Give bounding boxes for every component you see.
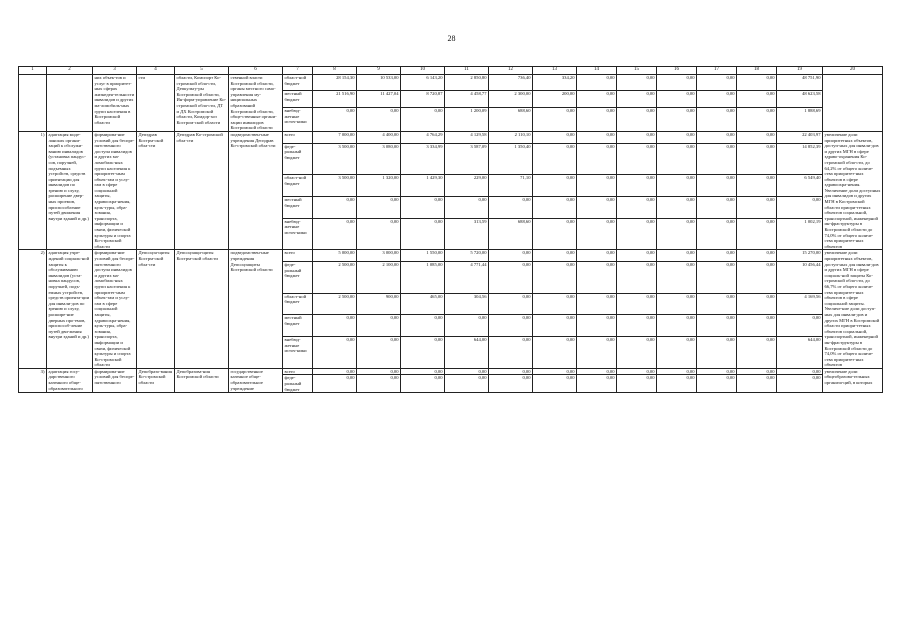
table-row <box>19 75 883 91</box>
amount-cell: 0,00 <box>533 131 577 143</box>
funding-source: всего <box>283 131 313 143</box>
amount-cell: 3 500,00 <box>313 175 357 197</box>
amount-cell: 0,00 <box>737 143 777 175</box>
amount-cell: 3 080,00 <box>357 143 401 175</box>
funding-source: внебюд-жетные источ-ники <box>283 107 313 131</box>
col-number: 15 <box>617 67 657 75</box>
amount-cell: 0,00 <box>533 315 577 337</box>
amount-cell: 0,00 <box>657 75 697 91</box>
amount-cell: 48 751,90 <box>777 75 823 91</box>
col-number: 3 <box>93 67 137 75</box>
amount-cell: 1 350,40 <box>489 143 533 175</box>
item-name: адаптация госу-дарственного казенного обще-образовательного <box>47 368 93 392</box>
amount-cell: 0,00 <box>697 197 737 219</box>
goal-cell: формирова-ние условий для беспре-пятственного доступа инвалидов и других ма-ломобиль-ных групп населения к приоритет-ным объек-там и услу-гам в сфере социальной защиты, здравоохра-нения, куль-туры, обра-зования, транспорта, информации и связи, физической культуры и спорта Ко-стромской области <box>93 250 137 368</box>
amount-cell: 0,00 <box>697 375 737 393</box>
amount-cell: 2 110,10 <box>489 131 533 143</box>
amount-cell: 0,00 <box>357 337 401 369</box>
amount-cell: 229,00 <box>445 175 489 197</box>
amount-cell: 0,00 <box>617 337 657 369</box>
amount-cell: 0,00 <box>697 143 737 175</box>
amount-cell: 5 720,00 <box>445 250 489 262</box>
amount-cell: 0,00 <box>577 175 617 197</box>
period-cell: сти <box>137 75 175 132</box>
funding-source: област-ной бюджет <box>283 293 313 315</box>
col-number: 1 <box>19 67 47 75</box>
amount-cell: 0,00 <box>577 262 617 294</box>
amount-cell: 0,00 <box>617 262 657 294</box>
amount-cell: 0,00 <box>533 250 577 262</box>
amount-cell: 11 427,04 <box>357 91 401 107</box>
amount-cell: 0,00 <box>657 337 697 369</box>
amount-cell: 1 550,00 <box>401 250 445 262</box>
result-cell: увеличение доли общеобразова-тельных организа-ций, в которых <box>823 368 883 392</box>
amount-cell: 0,00 <box>489 375 533 393</box>
amount-cell: 0,00 <box>577 368 617 375</box>
amount-cell: 0,00 <box>777 315 823 337</box>
amount-cell: 1 085,00 <box>401 262 445 294</box>
amount-cell: 0,00 <box>489 197 533 219</box>
column-number-row <box>19 67 883 75</box>
amount-cell: 0,00 <box>577 143 617 175</box>
amount-cell: 0,00 <box>489 293 533 315</box>
amount-cell: 2 500,00 <box>313 262 357 294</box>
amount-cell: 0,00 <box>357 368 401 375</box>
amount-cell: 0,00 <box>617 75 657 91</box>
amount-cell: 0,00 <box>697 337 737 369</box>
responsible-cell: области, Комспорт Ко-стромской обла-сти, Депкульту-ры Костромской области, Ин-форм-управление Ко-стромской обла-сти, ДТ и ДХ Костромской области, Комдор-хоз Костром-ской области <box>175 75 229 132</box>
amount-cell: 0,00 <box>657 250 697 262</box>
amount-cell: 0,00 <box>533 368 577 375</box>
amount-cell: 0,00 <box>617 250 657 262</box>
amount-cell: 0,00 <box>577 375 617 393</box>
amount-cell: 0,00 <box>577 315 617 337</box>
item-name: адаптация моде-ланских органи-заций к обслужи-ванию инвалидов (установка пандус-сов, поручней, подъемных устройств, средств ориентации для инвалидов по зрению и слуху, расширение двер-ных проемов, приспособление путей движения внутри зданий и др.) <box>47 131 93 249</box>
amount-cell: 0,00 <box>445 197 489 219</box>
amount-cell: 0,00 <box>657 131 697 143</box>
goal-cell: формирова-ние условий для беспре-пятственного <box>93 368 137 392</box>
amount-cell: 0,00 <box>533 175 577 197</box>
amount-cell: 644,00 <box>445 337 489 369</box>
amount-cell: 0,00 <box>737 197 777 219</box>
table-body <box>19 75 883 393</box>
amount-cell: 0,00 <box>617 218 657 250</box>
amount-cell: 688,60 <box>489 218 533 250</box>
amount-cell: 0,00 <box>657 107 697 131</box>
amount-cell: 0,00 <box>357 197 401 219</box>
goal-cell: формирова-ние условий для беспре-пятственного доступа инвалидов и других ма-ломобиль-ных групп населения к приоритет-ным объек-там и услу-гам в сфере социальной защиты, здравоохра-нения, куль-туры, обра-зования, транспорта, информации и связи, физической культуры и спорта Ко-стромской области <box>93 131 137 249</box>
amount-cell: 0,00 <box>577 75 617 91</box>
amount-cell: 15 270,00 <box>777 250 823 262</box>
amount-cell: 0,00 <box>533 262 577 294</box>
amount-cell: 0,00 <box>357 315 401 337</box>
amount-cell: 14 852,39 <box>777 143 823 175</box>
amount-cell: 0,00 <box>577 197 617 219</box>
col-number: 4 <box>137 67 175 75</box>
amount-cell: 0,00 <box>357 218 401 250</box>
amount-cell: 0,00 <box>777 375 823 393</box>
amount-cell: 0,00 <box>533 218 577 250</box>
responsible-cell: Депсоцзащи-щиты Кострм-ской области <box>175 250 229 368</box>
amount-cell: 1 002,19 <box>777 218 823 250</box>
table-row <box>19 368 883 375</box>
amount-cell: 0,00 <box>737 375 777 393</box>
amount-cell: 0,00 <box>777 368 823 375</box>
amount-cell: 0,00 <box>533 107 577 131</box>
amount-cell: 0,00 <box>617 107 657 131</box>
amount-cell: 0,00 <box>577 337 617 369</box>
funding-source: феде-ральный бюджет <box>283 262 313 294</box>
amount-cell: 0,00 <box>657 143 697 175</box>
amount-cell: 0,00 <box>489 337 533 369</box>
amount-cell: 0,00 <box>445 315 489 337</box>
page-number: 28 <box>447 34 456 43</box>
amount-cell: 3 000,00 <box>357 250 401 262</box>
amount-cell: 0,00 <box>401 197 445 219</box>
amount-cell: 0,00 <box>697 107 737 131</box>
amount-cell: 6 143,20 <box>401 75 445 91</box>
amount-cell: 0,00 <box>697 262 737 294</box>
amount-cell: 0,00 <box>313 337 357 369</box>
amount-cell: 3 500,00 <box>313 143 357 175</box>
amount-cell: 0,00 <box>313 107 357 131</box>
amount-cell: 22 403,97 <box>777 131 823 143</box>
amount-cell: 304,56 <box>445 293 489 315</box>
col-number: 19 <box>777 67 823 75</box>
amount-cell: 7 000,00 <box>313 131 357 143</box>
amount-cell: 0,00 <box>617 91 657 107</box>
goal-cell: них объек-тов и услуг в приоритет-ных сферах жизнедея-тельности инвалидов и других ма-ломобиль-ных групп населения в Костромской области <box>93 75 137 132</box>
amount-cell: 0,00 <box>737 337 777 369</box>
amount-cell: 0,00 <box>533 143 577 175</box>
amount-cell: 0,00 <box>697 91 737 107</box>
table-row <box>19 131 883 143</box>
empty-cell <box>823 75 883 132</box>
amount-cell: 0,00 <box>697 250 737 262</box>
amount-cell: 0,00 <box>401 315 445 337</box>
amount-cell: 0,00 <box>737 75 777 91</box>
amount-cell: 0,00 <box>617 131 657 143</box>
amount-cell: 48 623,58 <box>777 91 823 107</box>
amount-cell: 313,59 <box>445 218 489 250</box>
amount-cell: 0,00 <box>489 368 533 375</box>
amount-cell: 3 587,09 <box>445 143 489 175</box>
amount-cell: 1 320,00 <box>357 175 401 197</box>
amount-cell: 0,00 <box>737 293 777 315</box>
col-number: 12 <box>489 67 533 75</box>
amount-cell: 10 456,44 <box>777 262 823 294</box>
responsible-cell: Депобразова-ния Костромской области <box>175 368 229 392</box>
executors-cell: ственной власти Костромской области, органы местного само-управления му-ниципальных образований Костромской области, обще-ственные органи-зации инвалидов Костромской области <box>229 75 283 132</box>
col-number: 8 <box>313 67 357 75</box>
amount-cell: 0,00 <box>445 368 489 375</box>
col-number: 5 <box>175 67 229 75</box>
amount-cell: 0,00 <box>657 315 697 337</box>
amount-cell: 0,00 <box>697 175 737 197</box>
amount-cell: 644,00 <box>777 337 823 369</box>
empty-cell <box>19 75 47 132</box>
amount-cell: 0,00 <box>657 375 697 393</box>
amount-cell: 0,00 <box>737 250 777 262</box>
amount-cell: 0,00 <box>737 262 777 294</box>
amount-cell: 0,00 <box>617 375 657 393</box>
amount-cell: 0,00 <box>737 218 777 250</box>
item-name: адаптация учре-ждений социаль-ной защиты к обслуживанию инвалидов (уста-новка пандусов, поручней, подъ-емных устройств, средств ориента-ции для инвали-дов по зрению и слуху, расшире-ние дверных про-емов, приспособ-ление путей дви-жения внутри зданий и др.) <box>47 250 93 368</box>
amount-cell: 0,00 <box>777 197 823 219</box>
amount-cell: 10 533,00 <box>357 75 401 91</box>
amount-cell: 0,00 <box>401 368 445 375</box>
amount-cell: 0,00 <box>657 197 697 219</box>
amount-cell: 0,00 <box>737 315 777 337</box>
amount-cell: 0,00 <box>657 262 697 294</box>
result-cell: увеличение доли приоритетных объектов, доступ-ных для инвали-дов и других МГН в сфере социаль-ной защиты Ко-стромской обла-сти, до 66,7% от общего количе-ства приоритет-ных объектов в сфере социальной защиты. Увеличе-ние доли доступ-ных для инвали-дов и других МГН в Костромской области приори-тетных объектов социальной, транспортной, инженерной ин-фраструктуры в Костромской области до 74,0% от общего количе-ства приоритет-ных объектов <box>823 250 883 368</box>
period-cell: Депсоцза-щиты Кострм-ской обла-сти <box>137 250 175 368</box>
amount-cell: 0,00 <box>737 175 777 197</box>
amount-cell: 6 549,40 <box>777 175 823 197</box>
col-number: 9 <box>357 67 401 75</box>
amount-cell: 0,00 <box>445 375 489 393</box>
amount-cell: 0,00 <box>657 91 697 107</box>
amount-cell: 0,00 <box>737 131 777 143</box>
funding-source: феде-ральный бюджет <box>283 143 313 175</box>
item-number: 1) <box>19 131 47 249</box>
amount-cell: 0,00 <box>617 293 657 315</box>
funding-source: внебюд-жетные источ-ники <box>283 218 313 250</box>
amount-cell: 688,60 <box>489 107 533 131</box>
col-number: 10 <box>401 67 445 75</box>
amount-cell: 0,00 <box>617 368 657 375</box>
amount-cell: 0,00 <box>577 218 617 250</box>
col-number: 20 <box>823 67 883 75</box>
budget-table <box>18 66 883 393</box>
amount-cell: 0,00 <box>617 175 657 197</box>
amount-cell: 0,00 <box>697 293 737 315</box>
amount-cell: 0,00 <box>577 250 617 262</box>
period-cell: Депздрав Кострм-ской обла-сти <box>137 131 175 249</box>
amount-cell: 0,00 <box>489 262 533 294</box>
amount-cell: 736,40 <box>489 75 533 91</box>
amount-cell: 0,00 <box>657 218 697 250</box>
col-number: 6 <box>229 67 283 75</box>
funding-source: всего <box>283 368 313 375</box>
item-number: 2) <box>19 250 47 368</box>
amount-cell: 2 850,80 <box>445 75 489 91</box>
amount-cell: 465,00 <box>401 293 445 315</box>
amount-cell: 0,00 <box>657 175 697 197</box>
amount-cell: 0,00 <box>577 91 617 107</box>
amount-cell: 0,00 <box>697 315 737 337</box>
amount-cell: 1 200,09 <box>445 107 489 131</box>
funding-source: област-ной бюджет <box>283 175 313 197</box>
amount-cell: 0,00 <box>657 293 697 315</box>
amount-cell: 0,00 <box>577 131 617 143</box>
amount-cell: 0,00 <box>533 337 577 369</box>
col-number: 2 <box>47 67 93 75</box>
amount-cell: 2 500,00 <box>313 293 357 315</box>
col-number: 18 <box>737 67 777 75</box>
executors-cell: государственное казенное обще-образовательное учреждение <box>229 368 283 392</box>
funding-source: местный бюджет <box>283 197 313 219</box>
amount-cell: 0,00 <box>533 197 577 219</box>
amount-cell: 0,00 <box>533 293 577 315</box>
amount-cell: 0,00 <box>489 315 533 337</box>
amount-cell: 0,00 <box>697 218 737 250</box>
item-number: 3) <box>19 368 47 392</box>
executors-cell: подведомствен-ные учреждения Депсоцзащиты Костромской области <box>229 250 283 368</box>
amount-cell: 0,00 <box>313 375 357 393</box>
amount-cell: 4 764,29 <box>401 131 445 143</box>
amount-cell: 4 400,00 <box>357 131 401 143</box>
amount-cell: 0,00 <box>697 75 737 91</box>
amount-cell: 3 334,99 <box>401 143 445 175</box>
responsible-cell: Депздрав Ко-стромской обла-сти <box>175 131 229 249</box>
amount-cell: 0,00 <box>737 107 777 131</box>
amount-cell: 0,00 <box>657 368 697 375</box>
col-number: 14 <box>577 67 617 75</box>
funding-source: местный бюджет <box>283 91 313 107</box>
amount-cell: 200,00 <box>533 91 577 107</box>
amount-cell: 2 100,00 <box>357 262 401 294</box>
funding-source: феде-ральный бюджет <box>283 375 313 393</box>
col-number: 13 <box>533 67 577 75</box>
amount-cell: 900,00 <box>357 293 401 315</box>
amount-cell: 0,00 <box>313 315 357 337</box>
amount-cell: 1 888,69 <box>777 107 823 131</box>
amount-cell: 0,00 <box>617 197 657 219</box>
amount-cell: 0,00 <box>489 250 533 262</box>
amount-cell: 2 300,00 <box>489 91 533 107</box>
amount-cell: 1 429,30 <box>401 175 445 197</box>
amount-cell: 0,00 <box>617 315 657 337</box>
result-cell: увеличение доли приоритетных объектов, доступ-ных для инвали-дов и других МГН в сфере здраво-охранения Ко-стромской обла-сти, до 64,2% от общего количе-ства приоритет-ных объектов в сфере здравоохра-нения. Увеличение доли доступных для инвалидов и других МГН в Костромской области приори-тетных объектов социальной, транспортной, инженерной ин-фраструктуры в Костромской области до 74,0% от общего количе-ства приоритет-ных объектов <box>823 131 883 249</box>
funding-source: местный бюджет <box>283 315 313 337</box>
empty-cell <box>47 75 93 132</box>
col-number: 16 <box>657 67 697 75</box>
table-row <box>19 250 883 262</box>
amount-cell: 0,00 <box>697 131 737 143</box>
funding-source: внебюд-жетные источ-ники <box>283 337 313 369</box>
executors-cell: подведомствен-ные учреждения Депздрав Ко-стромской обла-сти <box>229 131 283 249</box>
amount-cell: 4 771,44 <box>445 262 489 294</box>
amount-cell: 0,00 <box>313 197 357 219</box>
amount-cell: 21 516,90 <box>313 91 357 107</box>
amount-cell: 4 129,58 <box>445 131 489 143</box>
amount-cell: 0,00 <box>737 91 777 107</box>
amount-cell: 0,00 <box>313 218 357 250</box>
amount-cell: 0,00 <box>401 107 445 131</box>
col-number: 17 <box>697 67 737 75</box>
amount-cell: 0,00 <box>697 368 737 375</box>
amount-cell: 0,00 <box>401 375 445 393</box>
amount-cell: 71,10 <box>489 175 533 197</box>
amount-cell: 334,20 <box>533 75 577 91</box>
amount-cell: 0,00 <box>617 143 657 175</box>
amount-cell: 0,00 <box>577 293 617 315</box>
period-cell: Депобразо-вания Ко-стромской области <box>137 368 175 392</box>
amount-cell: 0,00 <box>577 107 617 131</box>
amount-cell: 8 720,87 <box>401 91 445 107</box>
amount-cell: 0,00 <box>313 368 357 375</box>
col-number: 7 <box>283 67 313 75</box>
col-number: 11 <box>445 67 489 75</box>
amount-cell: 0,00 <box>357 107 401 131</box>
amount-cell: 0,00 <box>401 337 445 369</box>
funding-source: област-ной бюджет <box>283 75 313 91</box>
amount-cell: 0,00 <box>533 375 577 393</box>
amount-cell: 28 154,30 <box>313 75 357 91</box>
funding-source: всего <box>283 250 313 262</box>
amount-cell: 4 458,77 <box>445 91 489 107</box>
amount-cell: 4 169,56 <box>777 293 823 315</box>
amount-cell: 0,00 <box>737 368 777 375</box>
amount-cell: 5 000,00 <box>313 250 357 262</box>
amount-cell: 0,00 <box>401 218 445 250</box>
amount-cell: 0,00 <box>357 375 401 393</box>
